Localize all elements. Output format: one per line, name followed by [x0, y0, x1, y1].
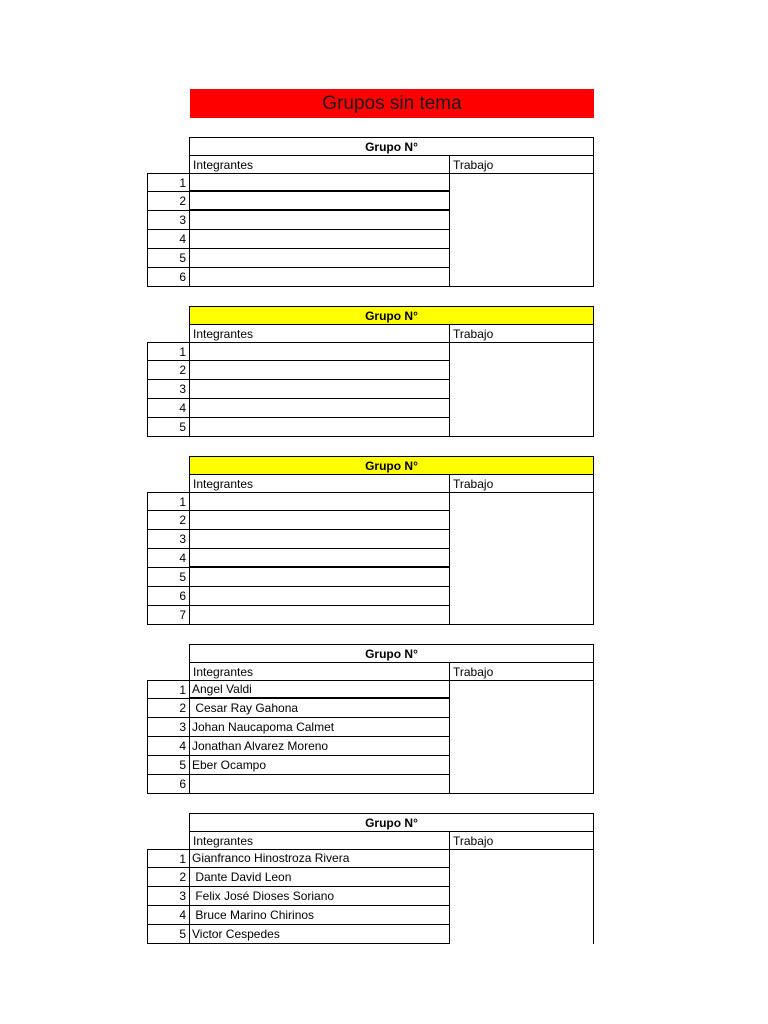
row-number: 5 [147, 756, 190, 775]
group-header: Grupo N° [189, 813, 594, 831]
table-row [147, 342, 450, 361]
table-row [147, 511, 450, 530]
row-number: 1 [147, 849, 190, 868]
row-number: 2 [147, 868, 190, 887]
member-name-cell[interactable]: Victor Cespedes [189, 925, 450, 944]
member-name-cell[interactable] [189, 568, 450, 587]
member-name-cell[interactable] [189, 399, 450, 418]
trabajo-column-header: Trabajo [449, 474, 594, 493]
row-number: 3 [147, 380, 190, 399]
member-rows [147, 342, 450, 437]
table-row [147, 606, 450, 625]
table-row [147, 699, 450, 718]
member-name-cell[interactable] [189, 587, 450, 606]
member-name-cell[interactable] [189, 775, 450, 794]
row-number: 3 [147, 887, 190, 906]
table-row [147, 380, 450, 399]
table-row [147, 925, 450, 944]
row-number: 4 [147, 737, 190, 756]
member-name-cell[interactable] [189, 211, 450, 230]
table-row [147, 849, 450, 868]
member-name-cell[interactable]: Cesar Ray Gahona [189, 699, 450, 718]
row-number: 6 [147, 587, 190, 606]
group-table [147, 813, 595, 945]
member-name-cell[interactable] [189, 549, 450, 568]
trabajo-column-header: Trabajo [449, 324, 594, 343]
row-number: 5 [147, 418, 190, 437]
integrantes-column-header: Integrantes [189, 662, 450, 681]
row-number: 5 [147, 249, 190, 268]
row-number: 4 [147, 230, 190, 249]
table-row [147, 868, 450, 887]
row-number: 1 [147, 342, 190, 361]
page-title: Grupos sin tema [190, 89, 594, 118]
member-rows [147, 492, 450, 625]
table-row [147, 230, 450, 249]
member-name-cell[interactable]: Johan Naucapoma Calmet [189, 718, 450, 737]
table-row [147, 418, 450, 437]
table-row [147, 906, 450, 925]
member-name-cell[interactable]: Jonathan Alvarez Moreno [189, 737, 450, 756]
integrantes-column-header: Integrantes [189, 474, 450, 493]
member-name-cell[interactable] [189, 192, 450, 211]
member-rows [147, 173, 450, 287]
member-name-cell[interactable] [189, 342, 450, 361]
row-number: 4 [147, 906, 190, 925]
row-number: 6 [147, 268, 190, 287]
group-header: Grupo N° [189, 137, 594, 155]
row-number: 2 [147, 192, 190, 211]
group-table [147, 456, 595, 626]
table-row [147, 192, 450, 211]
trabajo-cell[interactable] [449, 849, 594, 944]
group-table [147, 644, 595, 795]
member-name-cell[interactable] [189, 380, 450, 399]
trabajo-cell[interactable] [449, 492, 594, 625]
group-header: Grupo N° [189, 644, 594, 662]
row-number: 1 [147, 492, 190, 511]
member-name-cell[interactable] [189, 606, 450, 625]
member-name-cell[interactable]: Eber Ocampo [189, 756, 450, 775]
table-row [147, 211, 450, 230]
member-name-cell[interactable] [189, 173, 450, 192]
trabajo-column-header: Trabajo [449, 662, 594, 681]
row-number: 1 [147, 173, 190, 192]
table-row [147, 530, 450, 549]
member-rows [147, 680, 450, 794]
trabajo-cell[interactable] [449, 173, 594, 287]
table-row [147, 718, 450, 737]
integrantes-column-header: Integrantes [189, 155, 450, 174]
row-number: 3 [147, 530, 190, 549]
table-row [147, 887, 450, 906]
member-name-cell[interactable] [189, 361, 450, 380]
group-table [147, 306, 595, 438]
member-name-cell[interactable] [189, 249, 450, 268]
member-name-cell[interactable]: Felix José Dioses Soriano [189, 887, 450, 906]
table-row [147, 756, 450, 775]
table-row [147, 268, 450, 287]
member-name-cell[interactable] [189, 230, 450, 249]
integrantes-column-header: Integrantes [189, 831, 450, 850]
member-name-cell[interactable]: Dante David Leon [189, 868, 450, 887]
table-row [147, 249, 450, 268]
table-row [147, 173, 450, 192]
member-name-cell[interactable] [189, 268, 450, 287]
table-row [147, 775, 450, 794]
row-number: 2 [147, 699, 190, 718]
group-table [147, 137, 595, 288]
table-row [147, 568, 450, 587]
row-number: 3 [147, 211, 190, 230]
member-name-cell[interactable] [189, 418, 450, 437]
row-number: 5 [147, 568, 190, 587]
table-row [147, 680, 450, 699]
trabajo-column-header: Trabajo [449, 831, 594, 850]
row-number: 1 [147, 680, 190, 699]
member-name-cell[interactable]: Gianfranco Hinostroza Rivera [189, 849, 450, 868]
member-name-cell[interactable]: Bruce Marino Chirinos [189, 906, 450, 925]
trabajo-column-header: Trabajo [449, 155, 594, 174]
row-number: 2 [147, 361, 190, 380]
row-number: 3 [147, 718, 190, 737]
table-row [147, 549, 450, 568]
row-number: 2 [147, 511, 190, 530]
table-row [147, 399, 450, 418]
row-number: 6 [147, 775, 190, 794]
table-row [147, 737, 450, 756]
table-row [147, 492, 450, 511]
member-name-cell[interactable] [189, 530, 450, 549]
member-name-cell[interactable]: Angel Valdi [189, 680, 450, 699]
trabajo-cell[interactable] [449, 680, 594, 794]
row-number: 4 [147, 399, 190, 418]
member-name-cell[interactable] [189, 492, 450, 511]
table-row [147, 361, 450, 380]
group-header: Grupo N° [189, 456, 594, 474]
row-number: 7 [147, 606, 190, 625]
trabajo-cell[interactable] [449, 342, 594, 437]
integrantes-column-header: Integrantes [189, 324, 450, 343]
row-number: 4 [147, 549, 190, 568]
member-name-cell[interactable] [189, 511, 450, 530]
row-number: 5 [147, 925, 190, 944]
member-rows [147, 849, 450, 944]
table-row [147, 587, 450, 606]
group-header: Grupo N° [189, 306, 594, 324]
